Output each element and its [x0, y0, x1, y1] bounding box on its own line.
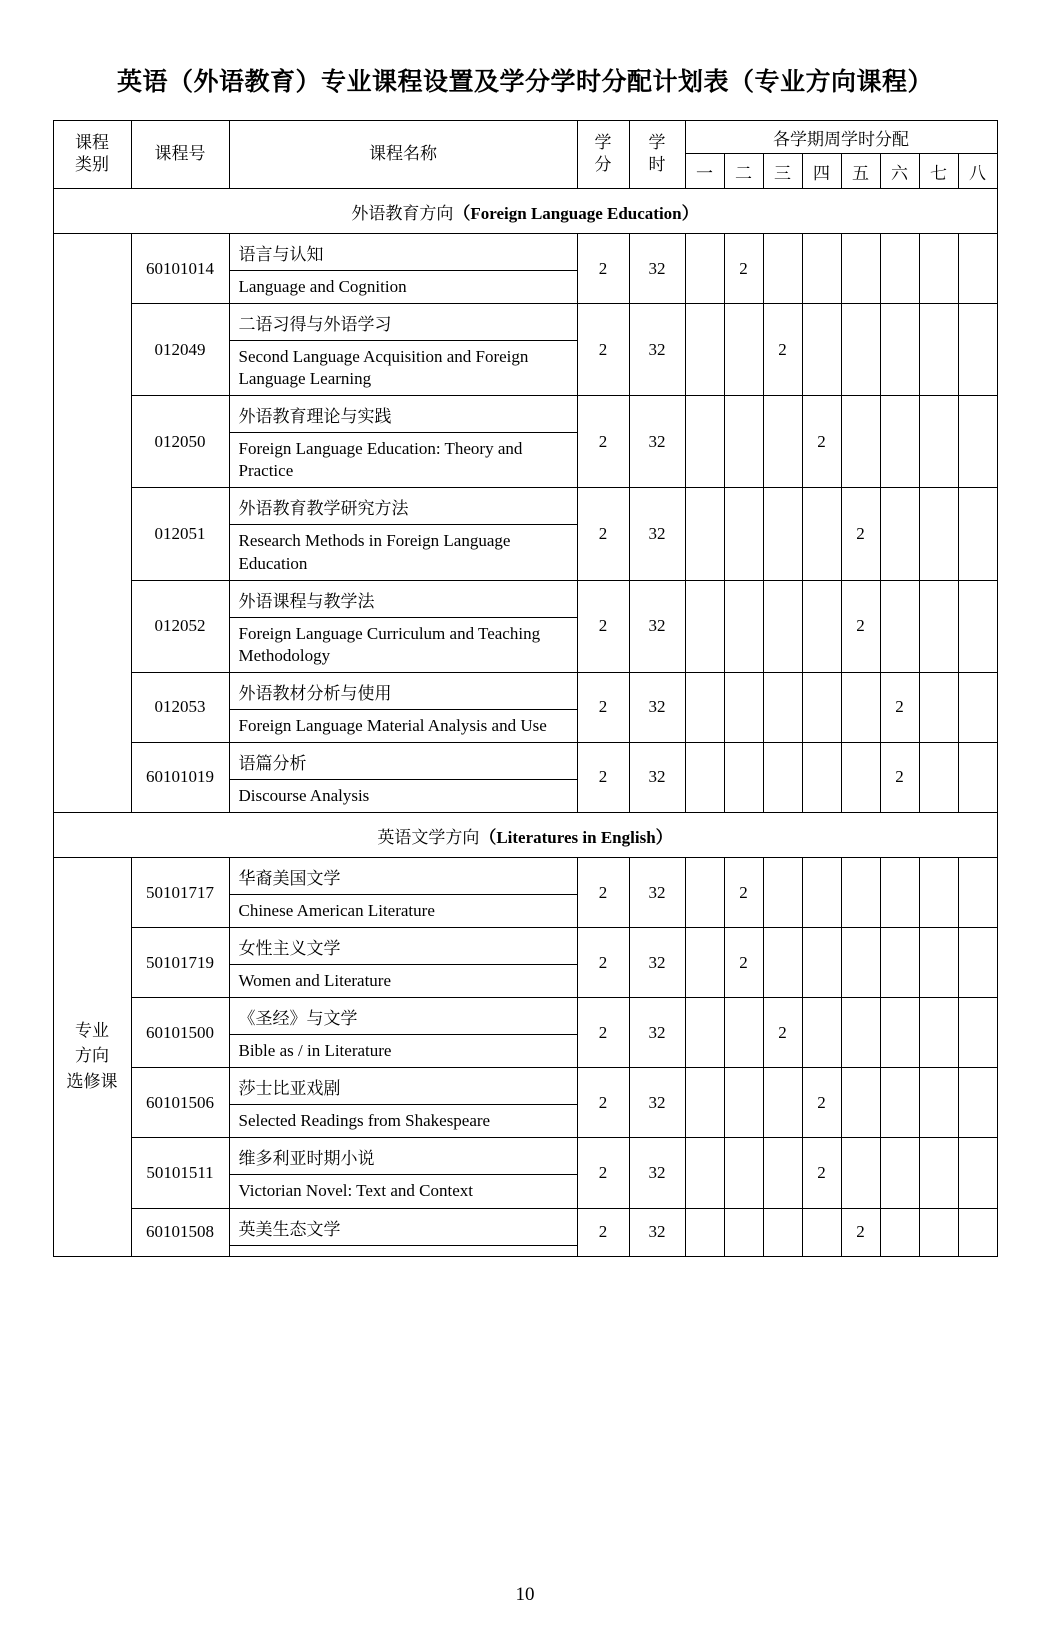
term-4-hours [802, 672, 841, 742]
header-credit-line1: 学 [594, 133, 612, 154]
table-row [53, 396, 997, 488]
course-name-cn: 华裔美国文学 [230, 858, 577, 895]
course-hours: 32 [629, 998, 685, 1068]
table-row [53, 1208, 997, 1256]
category-line-2: 方向 [75, 1046, 109, 1067]
page-number: 10 [515, 1584, 535, 1605]
term-4-hours [802, 234, 841, 304]
course-name-en: Foreign Language Education: Theory and Practice [238, 439, 523, 481]
course-hours: 32 [629, 1208, 685, 1256]
term-8-hours [958, 234, 997, 304]
term-2-hours [724, 304, 763, 396]
header-course-name: 课程名称 [229, 121, 577, 189]
course-code: 60101508 [131, 1208, 229, 1256]
term-6-hours: 2 [880, 742, 919, 812]
term-5-hours [841, 1138, 880, 1208]
term-7-hours [919, 1138, 958, 1208]
table-row [53, 234, 997, 304]
header-course-code: 课程号 [131, 121, 229, 189]
term-7-hours [919, 396, 958, 488]
term-3-hours [763, 1068, 802, 1138]
term-2-hours [724, 672, 763, 742]
course-code: 012050 [131, 396, 229, 488]
term-6-hours [880, 1208, 919, 1256]
term-7-hours [919, 998, 958, 1068]
header-credit [577, 121, 629, 189]
term-7-hours [919, 672, 958, 742]
term-5-hours [841, 304, 880, 396]
course-name-cn: 《圣经》与文学 [230, 998, 577, 1035]
term-6-hours [880, 304, 919, 396]
course-name-en: Language and Cognition [238, 277, 407, 296]
term-6-hours [880, 1068, 919, 1138]
course-name-cn: 外语教育理论与实践 [230, 396, 577, 433]
term-4-hours [802, 488, 841, 580]
course-credit: 2 [577, 234, 629, 304]
course-hours: 32 [629, 928, 685, 998]
course-name-en: Foreign Language Curriculum and Teaching Methodology [238, 623, 541, 665]
term-8-hours [958, 928, 997, 998]
course-name-cell [229, 580, 577, 672]
term-4-hours [802, 928, 841, 998]
term-4-hours: 2 [802, 1138, 841, 1208]
course-credit: 2 [577, 672, 629, 742]
term-8-hours [958, 488, 997, 580]
term-2-hours: 2 [724, 928, 763, 998]
course-name-en: Bible as / in Literature [238, 1041, 392, 1061]
course-credit: 2 [577, 858, 629, 928]
course-code: 012052 [131, 580, 229, 672]
header-term-3: 三 [763, 154, 802, 189]
header-term-4: 四 [802, 154, 841, 189]
course-code: 012049 [131, 304, 229, 396]
header-hours-line1: 学 [648, 133, 666, 154]
term-4-hours [802, 998, 841, 1068]
term-1-hours [685, 1138, 724, 1208]
course-name-en: Research Methods in Foreign Language Education [238, 531, 511, 573]
course-name-cell [229, 1208, 577, 1256]
table-row [53, 1138, 997, 1208]
term-2-hours [724, 488, 763, 580]
section-title-cn: 英语文学方向 [377, 827, 480, 848]
term-5-hours [841, 1068, 880, 1138]
header-terms-group: 各学期周学时分配 [685, 121, 997, 154]
course-code: 60101500 [131, 998, 229, 1068]
term-5-hours [841, 396, 880, 488]
term-2-hours: 2 [724, 858, 763, 928]
course-name-cn: 外语课程与教学法 [230, 581, 577, 618]
term-2-hours [724, 1138, 763, 1208]
term-4-hours: 2 [802, 396, 841, 488]
term-7-hours [919, 1068, 958, 1138]
course-name-cell [229, 928, 577, 998]
table-row [53, 858, 997, 928]
course-name-en: Second Language Acquisition and Foreign Language Learning [238, 347, 529, 389]
term-2-hours [724, 742, 763, 812]
term-1-hours [685, 488, 724, 580]
course-name-cell [229, 998, 577, 1068]
table-row [53, 928, 997, 998]
course-name-en: Women and Literature [238, 971, 392, 991]
term-6-hours [880, 1138, 919, 1208]
course-code: 50101719 [131, 928, 229, 998]
term-8-hours [958, 304, 997, 396]
term-7-hours [919, 580, 958, 672]
term-5-hours: 2 [841, 488, 880, 580]
course-hours: 32 [629, 672, 685, 742]
course-credit: 2 [577, 1068, 629, 1138]
term-6-hours [880, 488, 919, 580]
term-6-hours [880, 234, 919, 304]
course-name-en: Victorian Novel: Text and Context [238, 1181, 473, 1201]
term-8-hours [958, 742, 997, 812]
term-1-hours [685, 858, 724, 928]
header-hours [629, 121, 685, 189]
term-6-hours [880, 580, 919, 672]
term-2-hours: 2 [724, 234, 763, 304]
header-term-1: 一 [685, 154, 724, 189]
course-hours: 32 [629, 1068, 685, 1138]
term-5-hours [841, 928, 880, 998]
term-7-hours [919, 858, 958, 928]
term-3-hours [763, 580, 802, 672]
course-code: 60101019 [131, 742, 229, 812]
table-header-row-1 [53, 121, 997, 154]
course-code: 60101506 [131, 1068, 229, 1138]
term-1-hours [685, 928, 724, 998]
section-header-row [53, 189, 997, 234]
term-8-hours [958, 1138, 997, 1208]
course-name-en: Discourse Analysis [238, 785, 370, 805]
term-3-hours [763, 488, 802, 580]
term-6-hours [880, 396, 919, 488]
table-clip-region [36, 120, 1014, 1450]
term-4-hours [802, 742, 841, 812]
table-row [53, 1068, 997, 1138]
term-1-hours [685, 304, 724, 396]
term-5-hours [841, 742, 880, 812]
course-hours: 32 [629, 488, 685, 580]
course-code: 50101511 [131, 1138, 229, 1208]
table-row [53, 304, 997, 396]
term-8-hours [958, 998, 997, 1068]
term-7-hours [919, 742, 958, 812]
course-name-cell [229, 396, 577, 488]
course-name-cn: 外语教育教学研究方法 [230, 488, 577, 525]
term-8-hours [958, 1068, 997, 1138]
course-name-en: Chinese American Literature [238, 901, 435, 921]
term-5-hours: 2 [841, 1208, 880, 1256]
term-2-hours [724, 1068, 763, 1138]
header-credit-line2: 分 [594, 154, 612, 175]
course-code: 012051 [131, 488, 229, 580]
term-3-hours [763, 928, 802, 998]
course-name-cn: 语篇分析 [230, 743, 577, 780]
term-6-hours [880, 998, 919, 1068]
header-term-6: 六 [880, 154, 919, 189]
term-7-hours [919, 234, 958, 304]
section-title-en: （Literatures in English） [479, 827, 673, 847]
term-1-hours [685, 1208, 724, 1256]
term-3-hours [763, 742, 802, 812]
course-name-cn: 维多利亚时期小说 [230, 1138, 577, 1175]
section-title-en: （Foreign Language Education） [453, 203, 699, 223]
term-5-hours [841, 672, 880, 742]
term-2-hours [724, 580, 763, 672]
course-hours: 32 [629, 1138, 685, 1208]
term-4-hours: 2 [802, 1068, 841, 1138]
course-name-cn: 莎士比亚戏剧 [230, 1068, 577, 1105]
term-7-hours [919, 928, 958, 998]
term-8-hours [958, 1208, 997, 1256]
table-row [53, 742, 997, 812]
header-term-2: 二 [724, 154, 763, 189]
term-8-hours [958, 672, 997, 742]
term-1-hours [685, 580, 724, 672]
term-4-hours [802, 304, 841, 396]
course-name-en: Foreign Language Material Analysis and Use [238, 715, 547, 735]
course-name-cell [229, 1068, 577, 1138]
course-name-cell [229, 742, 577, 812]
term-6-hours [880, 858, 919, 928]
course-name-cn: 外语教材分析与使用 [230, 673, 577, 710]
category-cell-major-elective [53, 858, 131, 1256]
header-category [53, 121, 131, 189]
term-3-hours [763, 672, 802, 742]
course-credit: 2 [577, 304, 629, 396]
term-1-hours [685, 396, 724, 488]
term-3-hours [763, 396, 802, 488]
course-credit: 2 [577, 396, 629, 488]
term-3-hours [763, 1208, 802, 1256]
course-name-cell [229, 488, 577, 580]
course-credit: 2 [577, 998, 629, 1068]
term-7-hours [919, 304, 958, 396]
term-2-hours [724, 1208, 763, 1256]
course-code: 50101717 [131, 858, 229, 928]
course-name-cell [229, 304, 577, 396]
term-3-hours [763, 1138, 802, 1208]
course-name-cn: 二语习得与外语学习 [230, 304, 577, 341]
term-3-hours [763, 234, 802, 304]
term-4-hours [802, 1208, 841, 1256]
course-hours: 32 [629, 742, 685, 812]
term-1-hours [685, 742, 724, 812]
header-category-line1: 课程 [75, 133, 109, 154]
term-4-hours [802, 580, 841, 672]
course-hours: 32 [629, 234, 685, 304]
term-6-hours [880, 928, 919, 998]
course-hours: 32 [629, 858, 685, 928]
term-3-hours [763, 858, 802, 928]
header-term-8: 八 [958, 154, 997, 189]
course-credit: 2 [577, 928, 629, 998]
header-category-line2: 类别 [75, 154, 109, 175]
section-title-literatures-in-english [53, 813, 997, 858]
course-credit: 2 [577, 580, 629, 672]
course-code: 012053 [131, 672, 229, 742]
term-3-hours: 2 [763, 304, 802, 396]
header-term-5: 五 [841, 154, 880, 189]
term-2-hours [724, 396, 763, 488]
term-5-hours [841, 234, 880, 304]
term-5-hours: 2 [841, 580, 880, 672]
term-8-hours [958, 858, 997, 928]
table-row [53, 998, 997, 1068]
term-6-hours: 2 [880, 672, 919, 742]
course-credit: 2 [577, 1138, 629, 1208]
term-1-hours [685, 672, 724, 742]
table-row [53, 672, 997, 742]
course-schedule-table [53, 120, 998, 1257]
term-1-hours [685, 234, 724, 304]
course-code: 60101014 [131, 234, 229, 304]
course-name-en: Selected Readings from Shakespeare [238, 1111, 491, 1131]
course-name-cell [229, 672, 577, 742]
page-title: 英语（外语教育）专业课程设置及学分学时分配计划表（专业方向课程） [116, 67, 933, 96]
course-name-cn: 女性主义文学 [230, 928, 577, 965]
category-line-1: 专业 [75, 1020, 109, 1041]
table-row [53, 580, 997, 672]
header-hours-line2: 时 [648, 154, 666, 175]
term-1-hours [685, 998, 724, 1068]
section-title-foreign-language-education [53, 189, 997, 234]
course-credit: 2 [577, 742, 629, 812]
section-header-row [53, 813, 997, 858]
course-name-cell [229, 858, 577, 928]
term-2-hours [724, 998, 763, 1068]
category-line-3: 选修课 [66, 1071, 118, 1092]
category-cell-blank-1 [53, 234, 131, 813]
term-8-hours [958, 396, 997, 488]
course-name-cell [229, 1138, 577, 1208]
term-4-hours [802, 858, 841, 928]
course-name-cn: 语言与认知 [230, 234, 577, 271]
term-1-hours [685, 1068, 724, 1138]
term-7-hours [919, 1208, 958, 1256]
term-7-hours [919, 488, 958, 580]
table-row [53, 488, 997, 580]
term-3-hours: 2 [763, 998, 802, 1068]
course-credit: 2 [577, 488, 629, 580]
term-5-hours [841, 858, 880, 928]
header-term-7: 七 [919, 154, 958, 189]
term-5-hours [841, 998, 880, 1068]
course-name-cell [229, 234, 577, 304]
course-hours: 32 [629, 396, 685, 488]
section-title-cn: 外语教育方向 [351, 203, 454, 224]
course-credit: 2 [577, 1208, 629, 1256]
course-name-en [230, 1246, 577, 1256]
course-hours: 32 [629, 304, 685, 396]
course-hours: 32 [629, 580, 685, 672]
term-8-hours [958, 580, 997, 672]
course-name-cn: 英美生态文学 [230, 1209, 577, 1246]
